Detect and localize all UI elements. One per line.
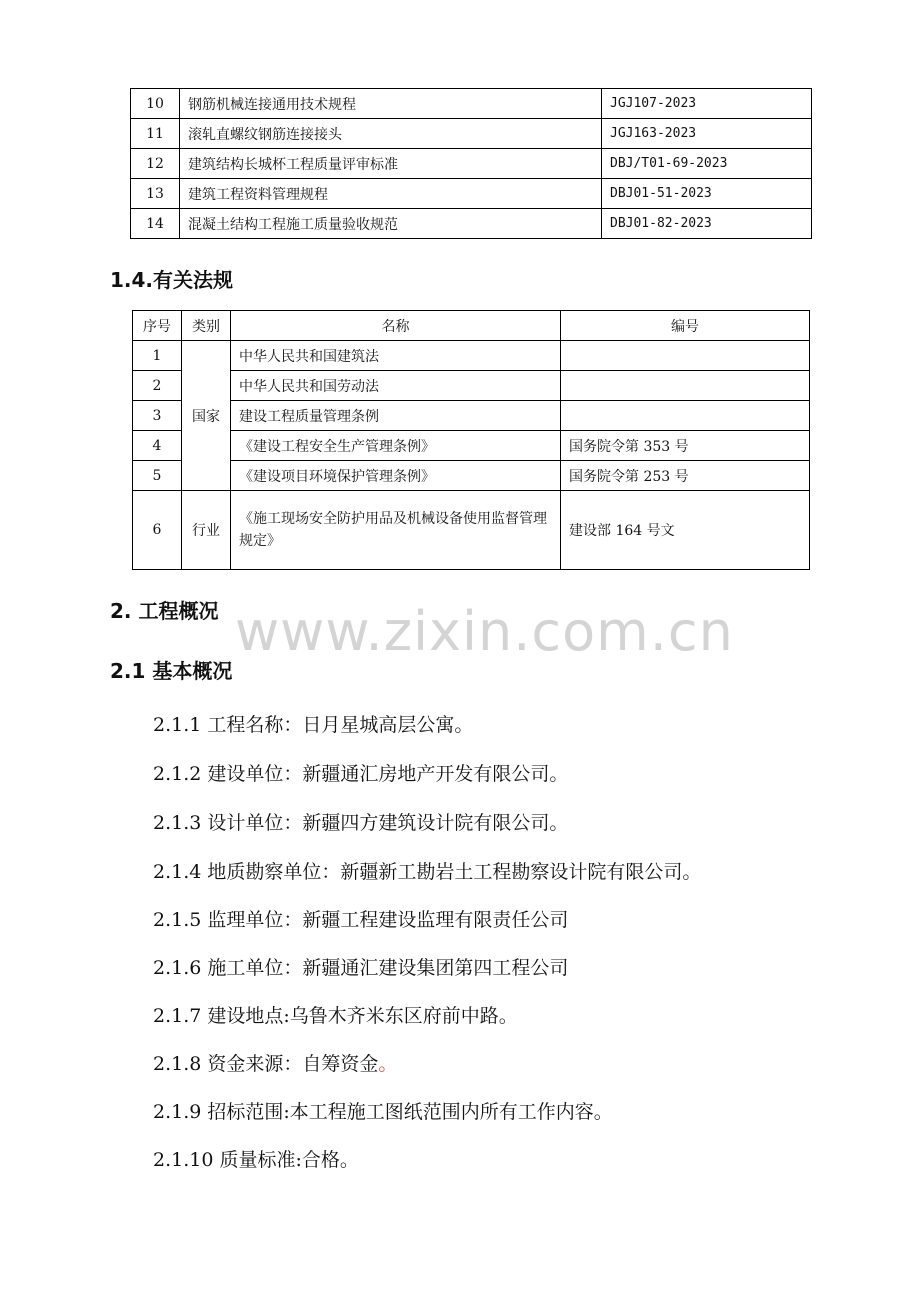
standard-code: DBJ01-82-2023 (602, 209, 812, 239)
overview-item: 2.1.10 质量标准:合格。 (153, 1149, 359, 1171)
row-number: 14 (131, 209, 180, 239)
standards-table (130, 88, 812, 239)
row-number: 2 (133, 371, 182, 401)
regulation-name: 《施工现场安全防护用品及机械设备使用监督管理规定》 (231, 491, 561, 570)
standard-code: JGJ163-2023 (602, 119, 812, 149)
header-name: 名称 (231, 311, 561, 341)
row-number: 3 (133, 401, 182, 431)
table-row (133, 491, 810, 570)
regulation-code: 国务院令第 353 号 (561, 431, 810, 461)
row-number: 13 (131, 179, 180, 209)
regulation-name: 《建设项目环境保护管理条例》 (231, 461, 561, 491)
table-row (131, 209, 812, 239)
funding-period: 。 (378, 1053, 398, 1075)
regulation-name: 中华人民共和国建筑法 (231, 341, 561, 371)
regulations-table (132, 310, 810, 570)
row-number: 5 (133, 461, 182, 491)
funding-text: 2.1.8 资金来源：自筹资金 (153, 1053, 379, 1075)
table-row (131, 89, 812, 119)
regulation-code (561, 401, 810, 431)
table-row (131, 119, 812, 149)
regulation-code (561, 371, 810, 401)
overview-item: 2.1.1 工程名称：日月星城高层公寓。 (153, 714, 474, 736)
regulation-code: 国务院令第 253 号 (561, 461, 810, 491)
overview-item: 2.1.9 招标范围:本工程施工图纸范围内所有工作内容。 (153, 1101, 613, 1123)
table-row (133, 431, 810, 461)
overview-item: 2.1.4 地质勘察单位：新疆新工勘岩土工程勘察设计院有限公司。 (153, 861, 702, 883)
regulation-code: 建设部 164 号文 (561, 491, 810, 570)
standard-code: JGJ107-2023 (602, 89, 812, 119)
table-row (131, 179, 812, 209)
row-number: 1 (133, 341, 182, 371)
standard-name: 建筑结构长城杯工程质量评审标准 (180, 149, 602, 179)
standard-code: DBJ/T01-69-2023 (602, 149, 812, 179)
category-cell: 行业 (182, 491, 231, 570)
overview-item: 2.1.2 建设单位：新疆通汇房地产开发有限公司。 (153, 763, 569, 785)
regulation-code (561, 341, 810, 371)
standard-code: DBJ01-51-2023 (602, 179, 812, 209)
row-number: 11 (131, 119, 180, 149)
table-row (133, 371, 810, 401)
header-category: 类别 (182, 311, 231, 341)
overview-item: 2.1.6 施工单位：新疆通汇建设集团第四工程公司 (153, 957, 569, 979)
table-row (133, 401, 810, 431)
row-number: 4 (133, 431, 182, 461)
section-heading-2: 2. 工程概况 (110, 599, 219, 623)
table-header-row (133, 311, 810, 341)
section-heading-1-4: 1.4.有关法规 (110, 268, 234, 292)
header-no: 序号 (133, 311, 182, 341)
regulation-name: 建设工程质量管理条例 (231, 401, 561, 431)
category-cell: 国家 (182, 341, 231, 491)
table-row (133, 341, 810, 371)
section-heading-2-1: 2.1 基本概况 (110, 659, 233, 683)
row-number: 10 (131, 89, 180, 119)
overview-item: 2.1.3 设计单位：新疆四方建筑设计院有限公司。 (153, 812, 569, 834)
row-number: 6 (133, 491, 182, 570)
row-number: 12 (131, 149, 180, 179)
standard-name: 钢筋机械连接通用技术规程 (180, 89, 602, 119)
overview-item-funding (153, 1049, 397, 1076)
table-row (131, 149, 812, 179)
watermark: www.zixin.com.cn (235, 600, 734, 663)
regulation-name: 《建设工程安全生产管理条例》 (231, 431, 561, 461)
standard-name: 混凝土结构工程施工质量验收规范 (180, 209, 602, 239)
overview-item: 2.1.7 建设地点:乌鲁木齐米东区府前中路。 (153, 1005, 518, 1027)
standard-name: 建筑工程资料管理规程 (180, 179, 602, 209)
standard-name: 滚轧直螺纹钢筋连接接头 (180, 119, 602, 149)
header-code: 编号 (561, 311, 810, 341)
regulation-name: 中华人民共和国劳动法 (231, 371, 561, 401)
table-row (133, 461, 810, 491)
overview-item: 2.1.5 监理单位：新疆工程建设监理有限责任公司 (153, 909, 569, 931)
